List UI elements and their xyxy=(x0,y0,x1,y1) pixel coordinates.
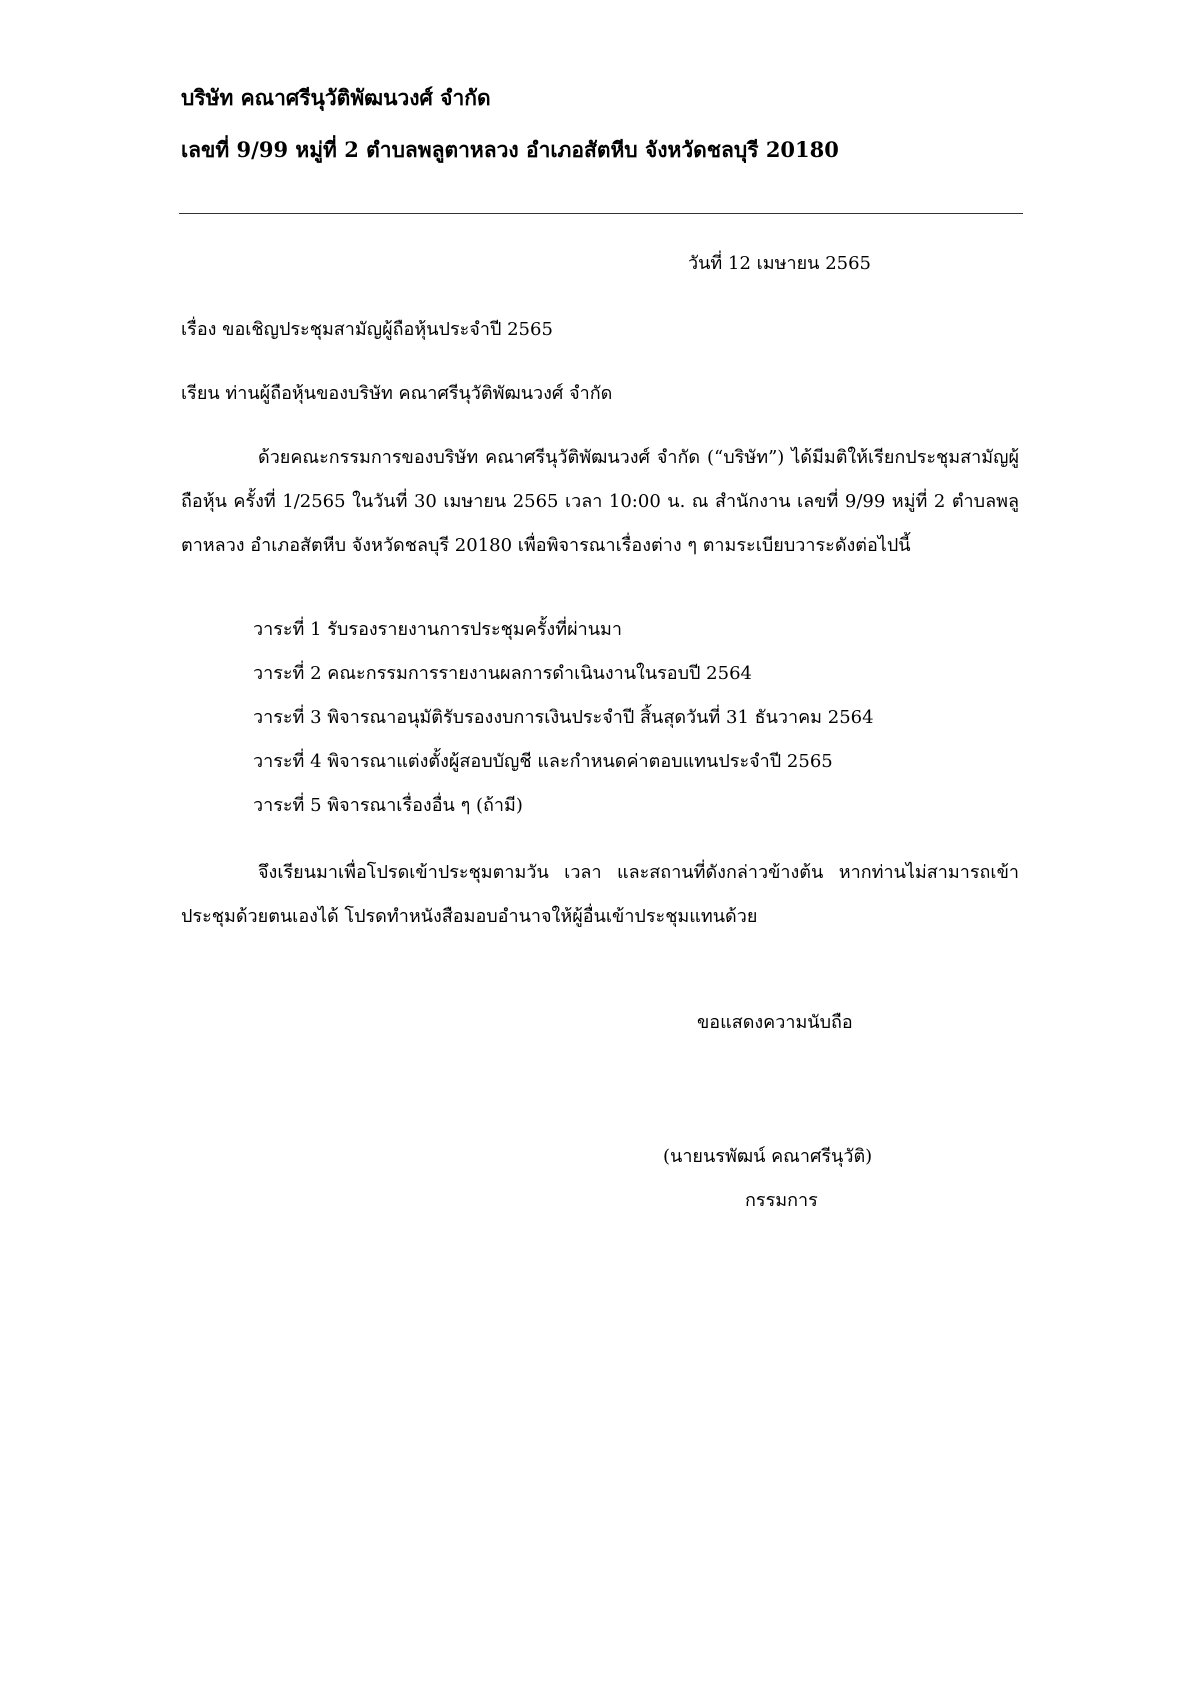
invitation-paragraph xyxy=(181,436,1019,568)
request-paragraph-text: จึงเรียนมาเพื่อโปรดเข้าประชุมตามวัน เวลา และสถานที่ดังกล่าวข้างต้น หากท่านไม่สามารถเข้าประชุมด้วยตนเองได้ โปรดทำหนังสือมอบอำนาจให้ผู้อื่นเข้าประชุมแทนด้วย xyxy=(181,862,1019,927)
request-paragraph xyxy=(181,851,1019,939)
company-address: เลขที่ 9/99 หมู่ที่ 2 ตำบลพลูตาหลวง อำเภอสัตหีบ จังหวัดชลบุรี 20180 xyxy=(181,137,839,162)
closing-phrase: ขอแสดงความนับถือ xyxy=(697,1012,853,1033)
agenda-item: วาระที่ 1 รับรองรายงานการประชุมครั้งที่ผ่านมา xyxy=(253,619,623,640)
agenda-item: วาระที่ 2 คณะกรรมการรายงานผลการดำเนินงานในรอบปี 2564 xyxy=(253,663,752,684)
agenda-item: วาระที่ 3 พิจารณาอนุมัติรับรองงบการเงินประจำปี สิ้นสุดวันที่ 31 ธันวาคม 2564 xyxy=(253,707,874,728)
invitation-paragraph-text: ด้วยคณะกรรมการของบริษัท คณาศรีนุวัติพัฒนวงศ์ จำกัด (“บริษัท”) ได้มีมติให้เรียกประชุมสามัญผู้ถือหุ้น ครั้งที่ 1/2565 ในวันที่ 30 เมษายน 2565 เวลา 10:00 น. ณ สำนักงาน เลขที่ 9/99 หมู่ที่ 2 ตำบลพลูตาหลวง อำเภอสัตหีบ จังหวัดชลบุรี 20180 เพื่อพิจารณาเรื่องต่าง ๆ ตามระเบียบวาระดังต่อไปนี้ xyxy=(181,447,1019,556)
signer-name: (นายนรพัฒน์ คณาศรีนุวัติ) xyxy=(663,1146,873,1167)
agenda-list xyxy=(253,608,874,828)
letter-salutation: เรียน ท่านผู้ถือหุ้นของบริษัท คณาศรีนุวัติพัฒนวงศ์ จำกัด xyxy=(181,383,613,404)
letter-subject: เรื่อง ขอเชิญประชุมสามัญผู้ถือหุ้นประจำปี 2565 xyxy=(181,319,553,340)
agenda-item: วาระที่ 4 พิจารณาแต่งตั้งผู้สอบบัญชี และกำหนดค่าตอบแทนประจำปี 2565 xyxy=(253,751,833,772)
company-name: บริษัท คณาศรีนุวัติพัฒนวงศ์ จำกัด xyxy=(181,85,491,110)
signer-title: กรรมการ xyxy=(745,1190,818,1211)
header-divider xyxy=(179,213,1023,214)
agenda-item: วาระที่ 5 พิจารณาเรื่องอื่น ๆ (ถ้ามี) xyxy=(253,795,523,816)
letter-date: วันที่ 12 เมษายน 2565 xyxy=(688,253,871,274)
